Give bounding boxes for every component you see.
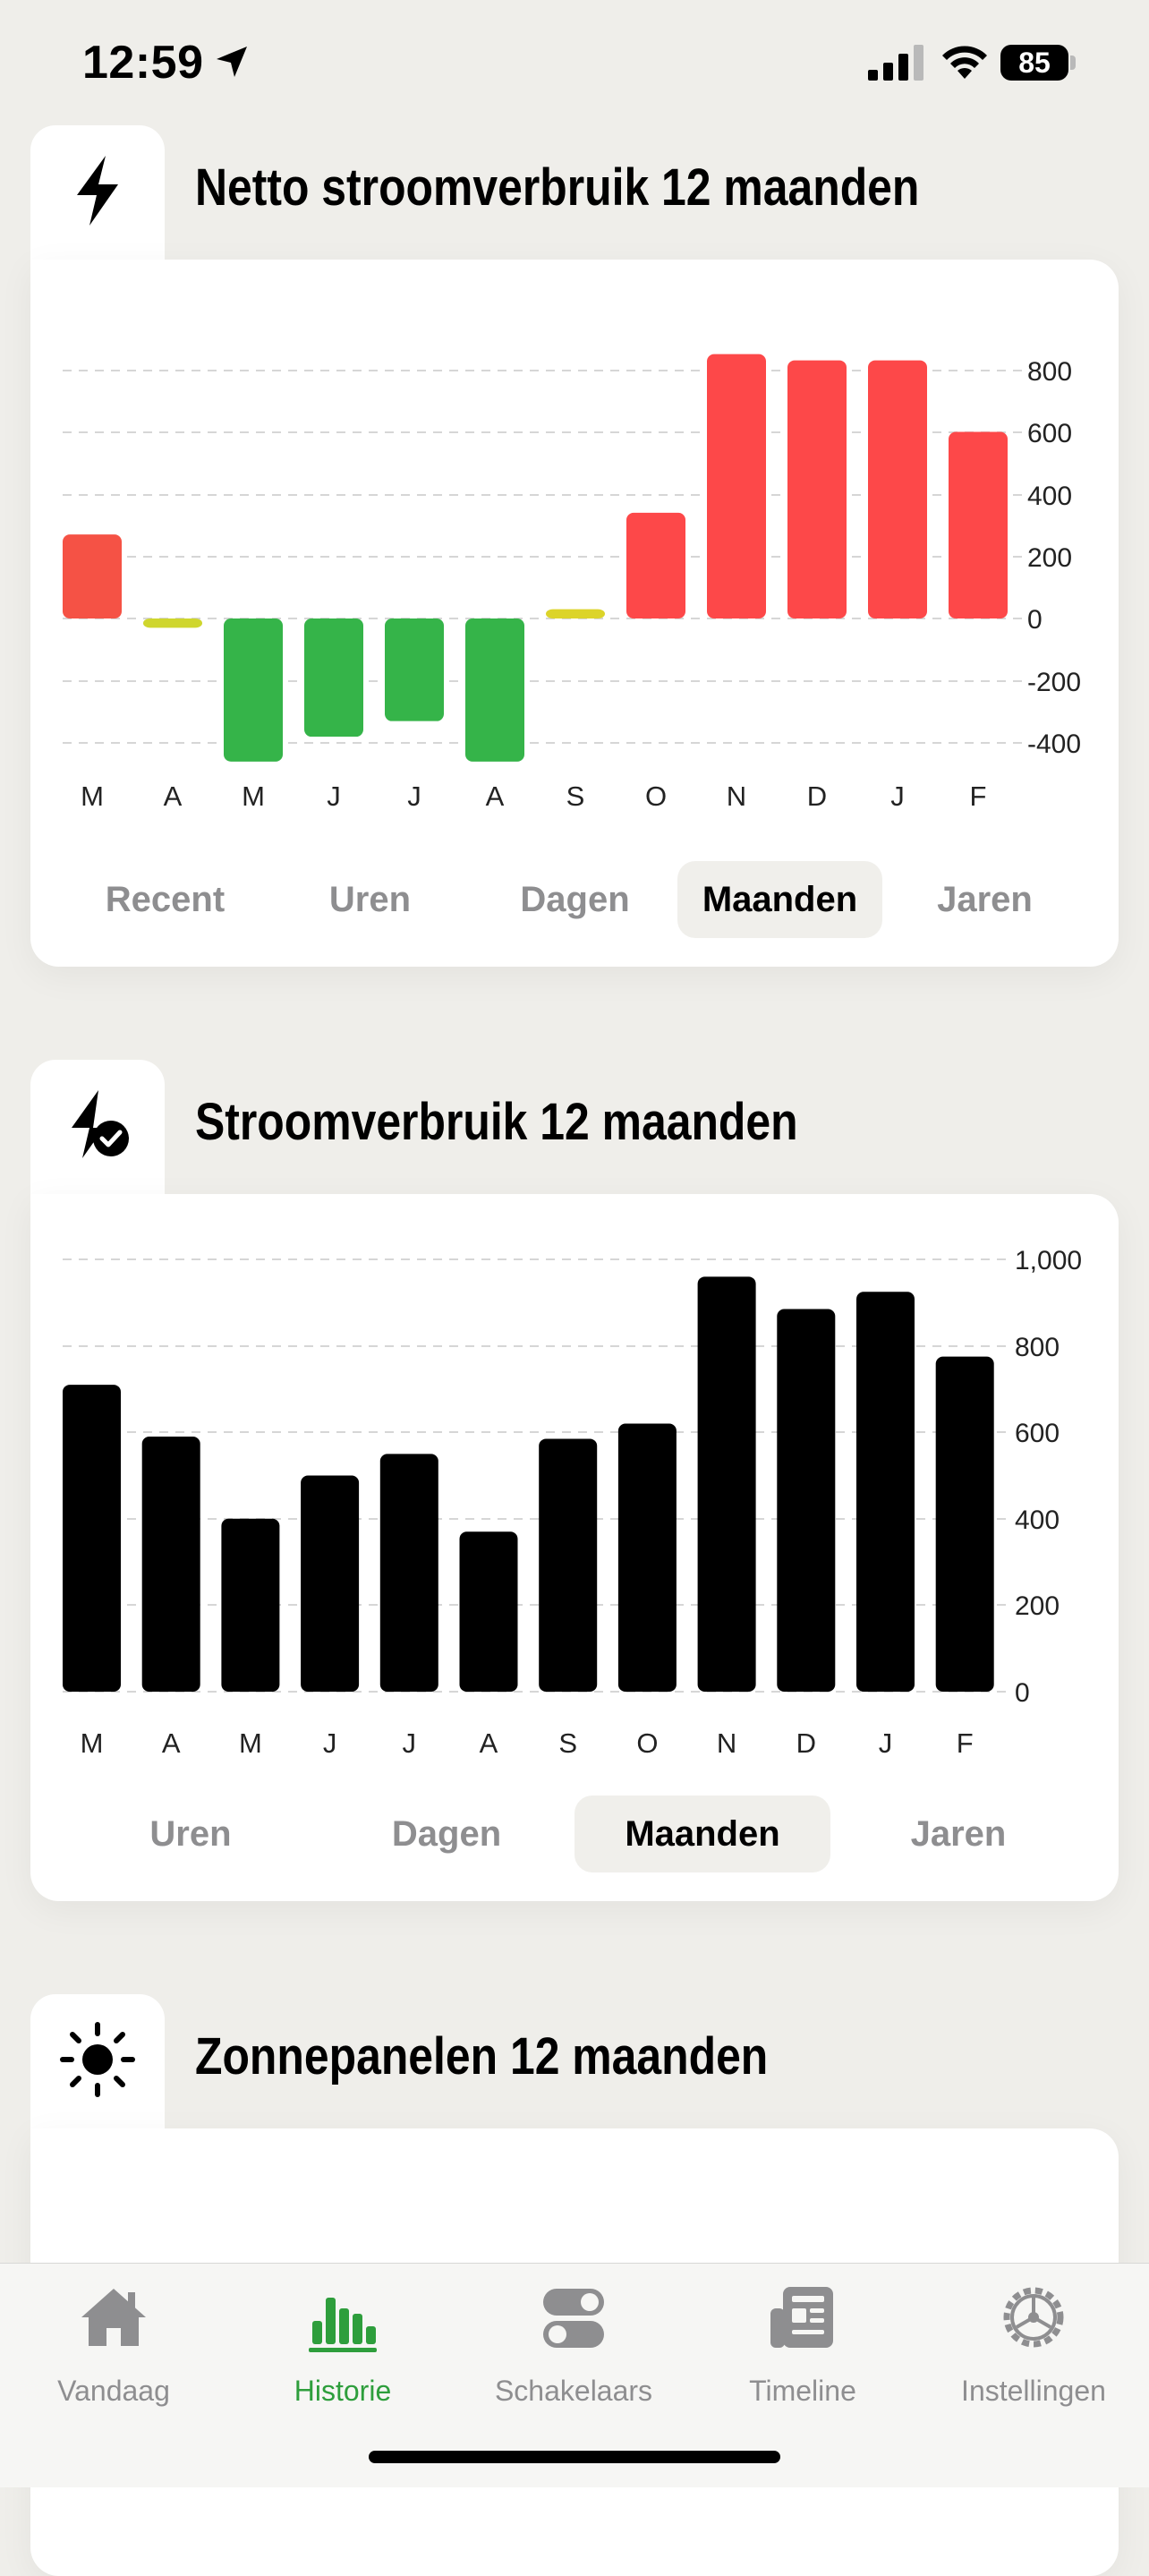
x-tick-label: O bbox=[644, 780, 668, 812]
card-title: Stroomverbruik 12 maanden bbox=[195, 1093, 798, 1151]
x-tick-label: A bbox=[163, 780, 183, 812]
x-tick-label: F bbox=[969, 780, 987, 812]
wifi-icon bbox=[940, 43, 990, 81]
x-tick-label: N bbox=[726, 780, 747, 812]
bar-a-1[interactable] bbox=[143, 618, 202, 627]
y-tick-label: 0 bbox=[1027, 605, 1043, 635]
card-body bbox=[30, 260, 1119, 967]
y-tick-label: -200 bbox=[1027, 668, 1082, 697]
lightning-icon bbox=[57, 150, 138, 231]
net-usage-card bbox=[30, 125, 1119, 967]
x-tick-label: O bbox=[636, 1727, 659, 1759]
tab-schakelaars[interactable] bbox=[462, 2264, 685, 2416]
x-tick-label: D bbox=[806, 780, 828, 812]
bar-j-10[interactable] bbox=[856, 1292, 915, 1692]
battery-level: 85 bbox=[1000, 45, 1068, 81]
segment-jaren[interactable]: Jaren bbox=[937, 880, 1033, 919]
bar-a-1[interactable] bbox=[142, 1437, 200, 1692]
usage-chart bbox=[30, 1194, 1119, 1759]
lightning-check-icon bbox=[57, 1085, 138, 1165]
bar-m-0[interactable] bbox=[63, 1385, 121, 1692]
tab-historie[interactable] bbox=[231, 2264, 455, 2416]
x-tick-label: S bbox=[566, 780, 585, 812]
segment-recent[interactable]: Recent bbox=[105, 880, 226, 919]
gear-icon bbox=[998, 2282, 1069, 2353]
tab-label: Vandaag bbox=[57, 2375, 170, 2407]
segment-uren[interactable]: Uren bbox=[328, 880, 412, 919]
y-tick-label: 200 bbox=[1015, 1591, 1060, 1621]
x-tick-label: J bbox=[407, 780, 421, 812]
y-tick-label: 400 bbox=[1015, 1506, 1060, 1535]
x-tick-label: S bbox=[558, 1727, 578, 1759]
x-tick-label: A bbox=[161, 1727, 181, 1759]
status-bar bbox=[0, 0, 1149, 125]
card-body bbox=[30, 1194, 1119, 1901]
bar-chart-icon bbox=[307, 2282, 379, 2353]
bar-m-0[interactable] bbox=[63, 534, 122, 618]
x-tick-label: M bbox=[242, 780, 265, 812]
y-tick-label: -400 bbox=[1027, 729, 1082, 759]
x-tick-label: M bbox=[238, 1727, 262, 1759]
bar-j-3[interactable] bbox=[304, 618, 363, 737]
x-tick-label: J bbox=[402, 1727, 417, 1759]
bar-d-9[interactable] bbox=[787, 361, 847, 618]
tab-instellingen[interactable] bbox=[922, 2264, 1145, 2416]
y-tick-label: 600 bbox=[1027, 419, 1073, 448]
x-tick-label: D bbox=[796, 1727, 816, 1759]
bar-m-2[interactable] bbox=[224, 618, 283, 762]
status-time: 12:59 bbox=[82, 37, 204, 89]
tab-label: Instellingen bbox=[961, 2375, 1106, 2407]
usage-card bbox=[30, 1060, 1119, 1901]
bar-f-11[interactable] bbox=[949, 432, 1008, 619]
card-title: Zonnepanelen 12 maanden bbox=[195, 2027, 769, 2086]
y-tick-label: 800 bbox=[1027, 357, 1073, 387]
bar-d-9[interactable] bbox=[777, 1309, 835, 1692]
tab-vandaag[interactable] bbox=[2, 2264, 226, 2416]
bar-j-4[interactable] bbox=[380, 1454, 438, 1692]
x-tick-label: J bbox=[890, 780, 905, 812]
x-tick-label: M bbox=[80, 1727, 104, 1759]
x-tick-label: F bbox=[956, 1727, 974, 1759]
sun-icon bbox=[57, 2019, 138, 2100]
bar-a-5[interactable] bbox=[460, 1531, 518, 1692]
bar-j-10[interactable] bbox=[868, 361, 927, 618]
segment-maanden[interactable]: Maanden bbox=[677, 861, 882, 938]
y-tick-label: 400 bbox=[1027, 482, 1073, 511]
y-tick-label: 1,000 bbox=[1015, 1246, 1083, 1275]
y-tick-label: 200 bbox=[1027, 543, 1073, 573]
segment-dagen[interactable]: Dagen bbox=[391, 1814, 502, 1854]
bar-s-6[interactable] bbox=[546, 610, 605, 618]
bar-o-7[interactable] bbox=[618, 1424, 677, 1692]
period-segmented-control bbox=[63, 861, 1087, 938]
bar-j-4[interactable] bbox=[385, 618, 444, 721]
bar-n-8[interactable] bbox=[698, 1276, 756, 1692]
bar-m-2[interactable] bbox=[221, 1519, 279, 1692]
newspaper-icon bbox=[767, 2282, 838, 2353]
bar-o-7[interactable] bbox=[626, 513, 685, 618]
segment-jaren[interactable]: Jaren bbox=[910, 1814, 1007, 1854]
segment-maanden[interactable]: Maanden bbox=[574, 1796, 830, 1872]
tab-timeline[interactable] bbox=[691, 2264, 915, 2416]
x-tick-label: A bbox=[485, 780, 505, 812]
y-tick-label: 0 bbox=[1015, 1678, 1030, 1708]
bar-f-11[interactable] bbox=[936, 1357, 994, 1692]
segment-uren[interactable]: Uren bbox=[149, 1814, 232, 1854]
tab-label: Timeline bbox=[749, 2375, 856, 2407]
location-arrow-icon bbox=[213, 43, 251, 81]
cellular-signal-icon bbox=[868, 45, 925, 81]
home-indicator bbox=[369, 2451, 780, 2463]
net-usage-chart bbox=[30, 260, 1119, 812]
card-title: Netto stroomverbruik 12 maanden bbox=[195, 158, 920, 217]
x-tick-label: J bbox=[327, 780, 341, 812]
bar-j-3[interactable] bbox=[301, 1476, 359, 1693]
x-tick-label: J bbox=[322, 1727, 337, 1759]
bar-s-6[interactable] bbox=[539, 1438, 597, 1692]
tab-label: Historie bbox=[294, 2375, 392, 2407]
segment-dagen[interactable]: Dagen bbox=[520, 880, 630, 919]
y-tick-label: 800 bbox=[1015, 1333, 1060, 1362]
x-tick-label: N bbox=[716, 1727, 737, 1759]
toggle-switches-icon bbox=[538, 2282, 609, 2353]
x-tick-label: M bbox=[81, 780, 104, 812]
y-tick-label: 600 bbox=[1015, 1419, 1060, 1448]
battery-cap bbox=[1070, 55, 1076, 70]
period-segmented-control bbox=[63, 1796, 1086, 1872]
bar-n-8[interactable] bbox=[707, 354, 766, 618]
house-icon bbox=[78, 2282, 149, 2353]
tab-label: Schakelaars bbox=[494, 2375, 653, 2407]
bar-a-5[interactable] bbox=[465, 618, 524, 762]
x-tick-label: J bbox=[878, 1727, 893, 1759]
x-tick-label: A bbox=[479, 1727, 498, 1759]
